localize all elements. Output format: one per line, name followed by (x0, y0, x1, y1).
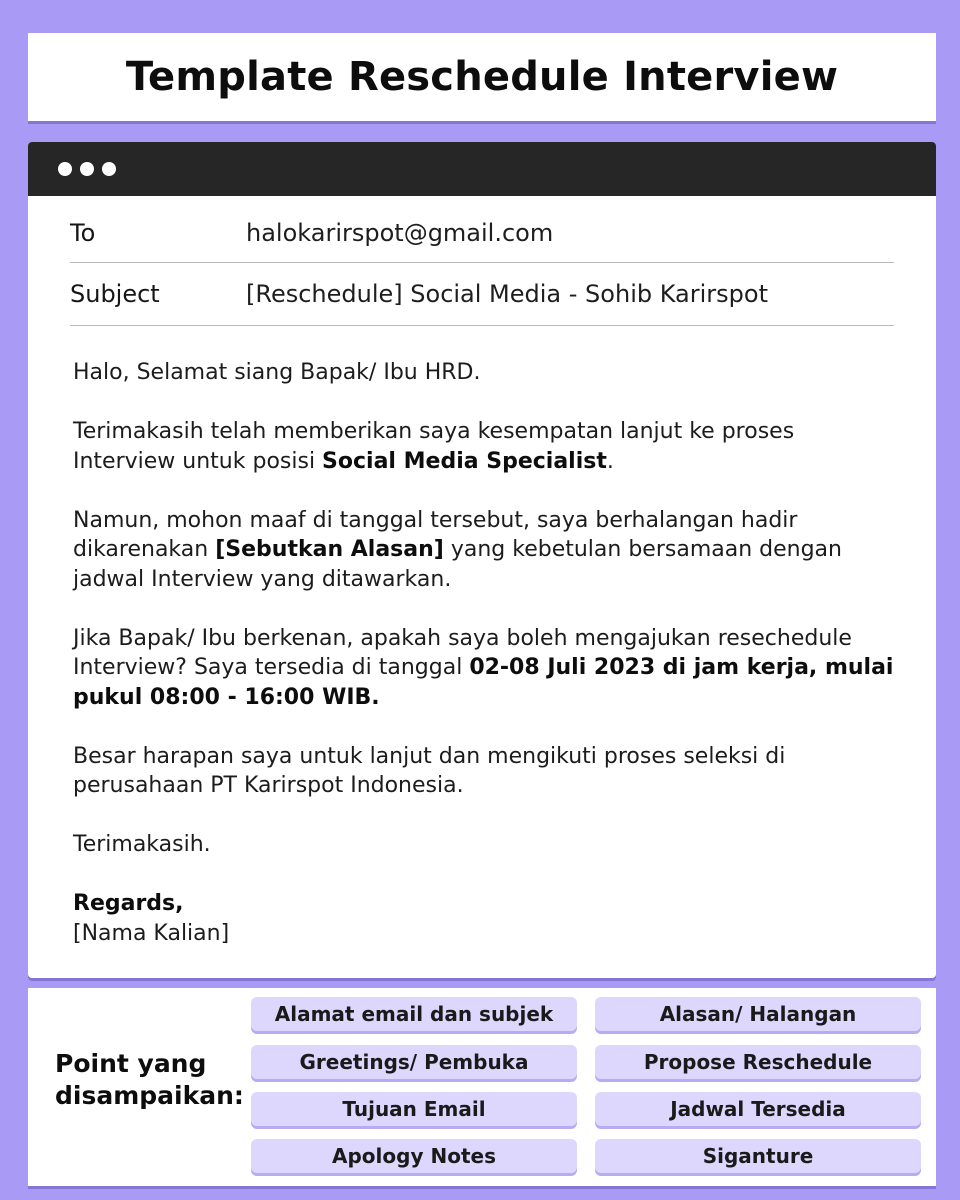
points-card (28, 988, 936, 1186)
reason-placeholder: [Sebutkan Alasan] (215, 537, 444, 562)
point-chip: Apology Notes (251, 1139, 577, 1173)
apology-paragraph: Namun, mohon maaf di tanggal tersebut, saya berhalangan hadir dikarenakan [Sebutkan Alasan] yang kebetulan bersamaan dengan jadwal Interview yang ditawarkan. (73, 507, 842, 592)
title-card (28, 33, 936, 121)
subject-field[interactable]: [Reschedule] Social Media - Sohib Karirspot (246, 280, 768, 308)
available-schedule: 02-08 Juli 2023 di jam kerja, mulai pukul 08:00 - 16:00 WIB. (73, 655, 894, 710)
window-title-bar (28, 142, 936, 196)
reschedule-paragraph: Jika Bapak/ Ibu berkenan, apakah saya boleh mengajukan resechedule Interview? Saya tersedia di tanggal 02-08 Juli 2023 di jam kerja, mulai pukul 08:00 - 16:00 WIB. (73, 625, 894, 710)
point-chip: Alasan/ Halangan (595, 997, 921, 1031)
point-chip: Alamat email dan subjek (251, 997, 577, 1031)
point-chip: Tujuan Email (251, 1092, 577, 1126)
point-chip: Greetings/ Pembuka (251, 1045, 577, 1079)
subject-row (70, 263, 894, 326)
page-title: Template Reschedule Interview (125, 54, 839, 100)
signature-block (73, 889, 903, 948)
sender-name: [Nama Kalian] (73, 920, 230, 946)
window-dot-icon (102, 162, 116, 176)
window-dot-icon (80, 162, 94, 176)
closing-paragraph: Besar harapan saya untuk lanjut dan mengikuti proses seleksi di perusahaan PT Karirspot Indonesia. (73, 743, 786, 798)
point-chip: Propose Reschedule (595, 1045, 921, 1079)
point-chip: Jadwal Tersedia (595, 1092, 921, 1126)
to-row (70, 204, 894, 263)
greeting-paragraph: Halo, Selamat siang Bapak/ Ibu HRD. (73, 360, 481, 385)
position-name: Social Media Specialist (322, 448, 607, 474)
thanks-line: Terimakasih. (73, 832, 211, 857)
subject-label: Subject (70, 280, 160, 308)
email-body[interactable] (73, 358, 903, 948)
email-window (28, 142, 936, 978)
to-label: To (70, 219, 96, 247)
regards-line: Regards, (73, 891, 184, 916)
purpose-paragraph: Terimakasih telah memberikan saya kesempatan lanjut ke proses Interview untuk posisi Social Media Specialist. (73, 419, 795, 474)
to-field[interactable]: halokarirspot@gmail.com (246, 219, 554, 247)
points-label: Point yang disampaikan: (55, 1049, 244, 1110)
point-chip: Siganture (595, 1139, 921, 1173)
window-dot-icon (58, 162, 72, 176)
